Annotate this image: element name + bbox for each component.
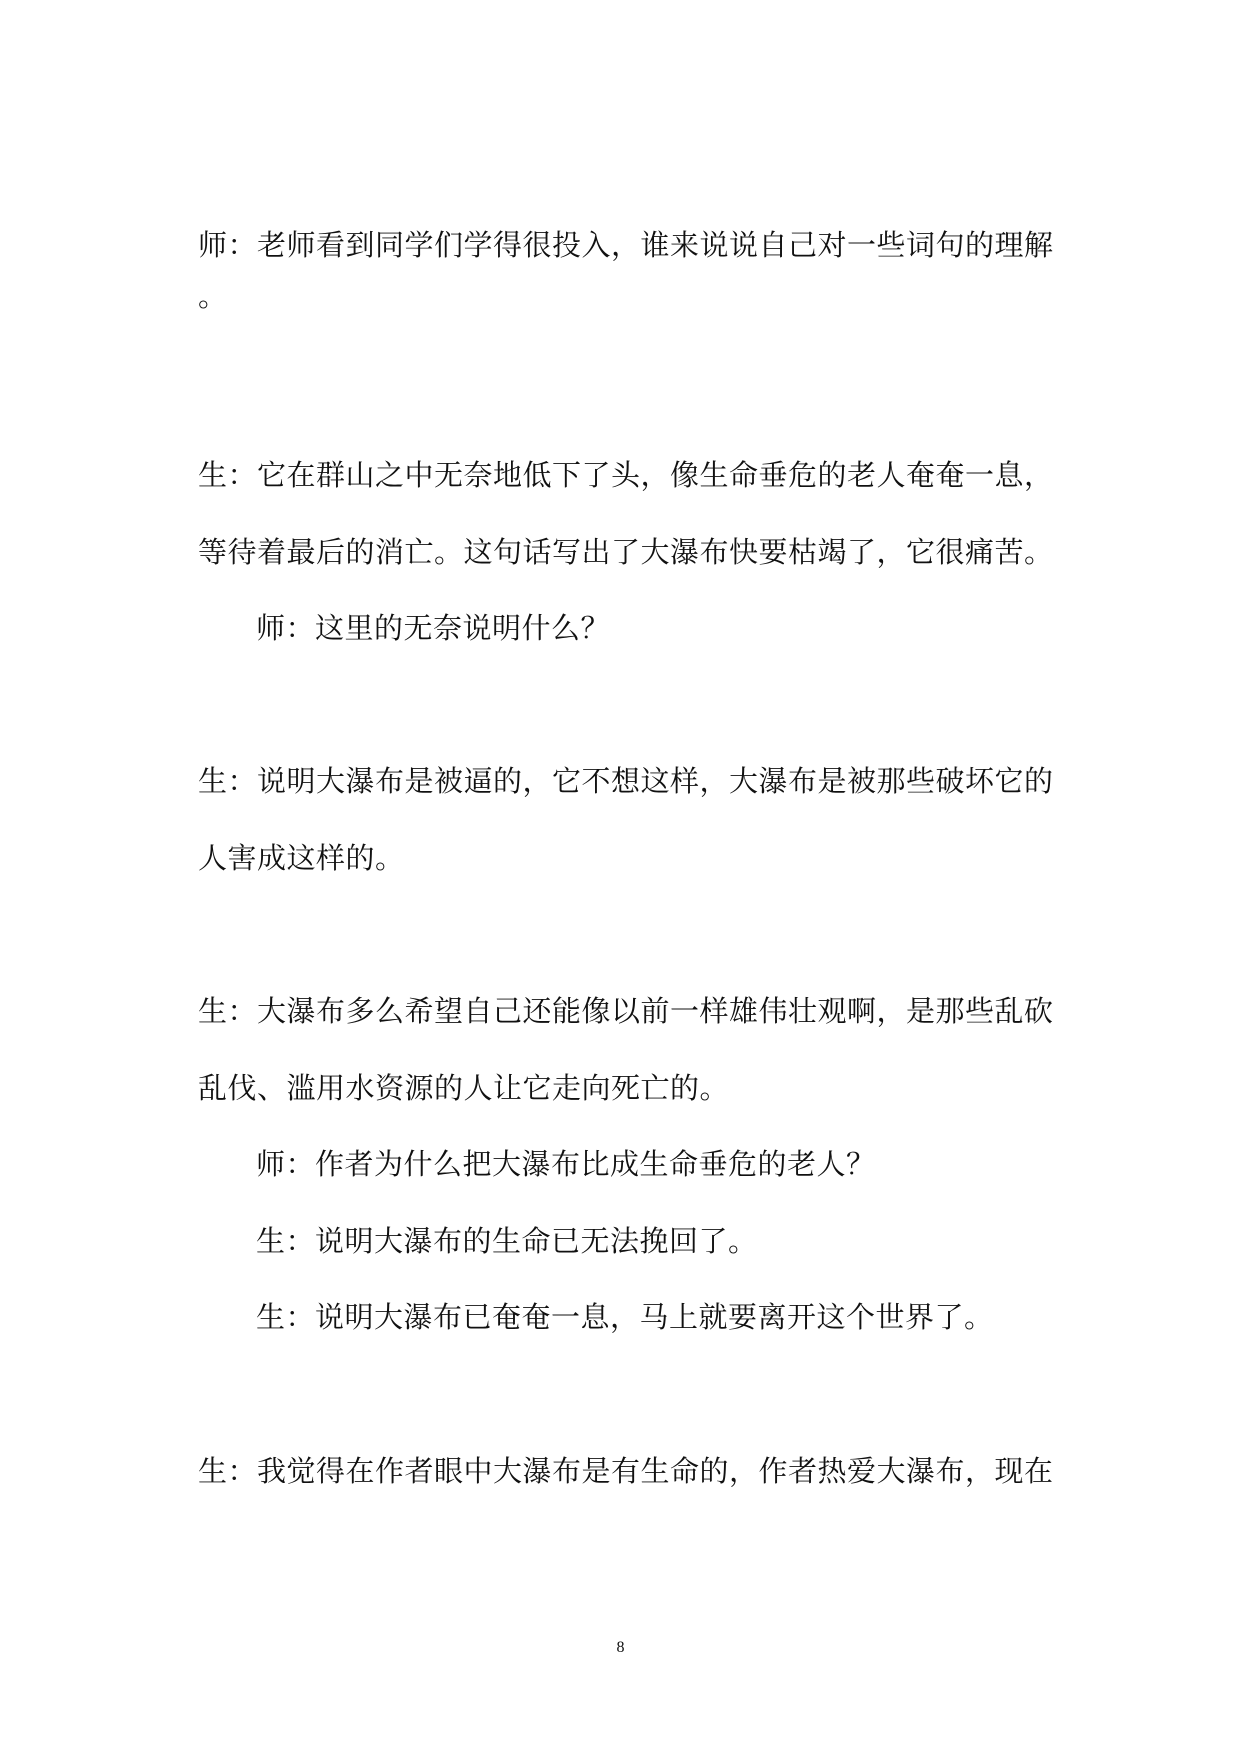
text-line: 师：作者为什么把大瀑布比成生命垂危的老人？ (256, 1147, 876, 1181)
text-line: 。 (198, 279, 228, 313)
text-line: 生：大瀑布多么希望自己还能像以前一样雄伟壮观啊，是那些乱砍 (198, 994, 1054, 1028)
text-line: 生：说明大瀑布已奄奄一息，马上就要离开这个世界了。 (256, 1300, 994, 1334)
text-line: 生：它在群山之中无奈地低下了头，像生命垂危的老人奄奄一息， (198, 458, 1054, 492)
text-line: 等待着最后的消亡。这句话写出了大瀑布快要枯竭了，它很痛苦。 (198, 535, 1054, 569)
text-line: 师：这里的无奈说明什么？ (256, 611, 611, 645)
page-number: 8 (616, 1639, 625, 1656)
text-line: 生：说明大瀑布的生命已无法挽回了。 (256, 1224, 758, 1258)
text-line: 生：我觉得在作者眼中大瀑布是有生命的，作者热爱大瀑布，现在 (198, 1454, 1054, 1488)
text-line: 生：说明大瀑布是被逼的，它不想这样，大瀑布是被那些破坏它的 (198, 764, 1054, 798)
text-line: 人害成这样的。 (198, 841, 405, 875)
text-line: 乱伐、滥用水资源的人让它走向死亡的。 (198, 1071, 730, 1105)
text-line: 师：老师看到同学们学得很投入，谁来说说自己对一些词句的理解 (198, 228, 1054, 262)
